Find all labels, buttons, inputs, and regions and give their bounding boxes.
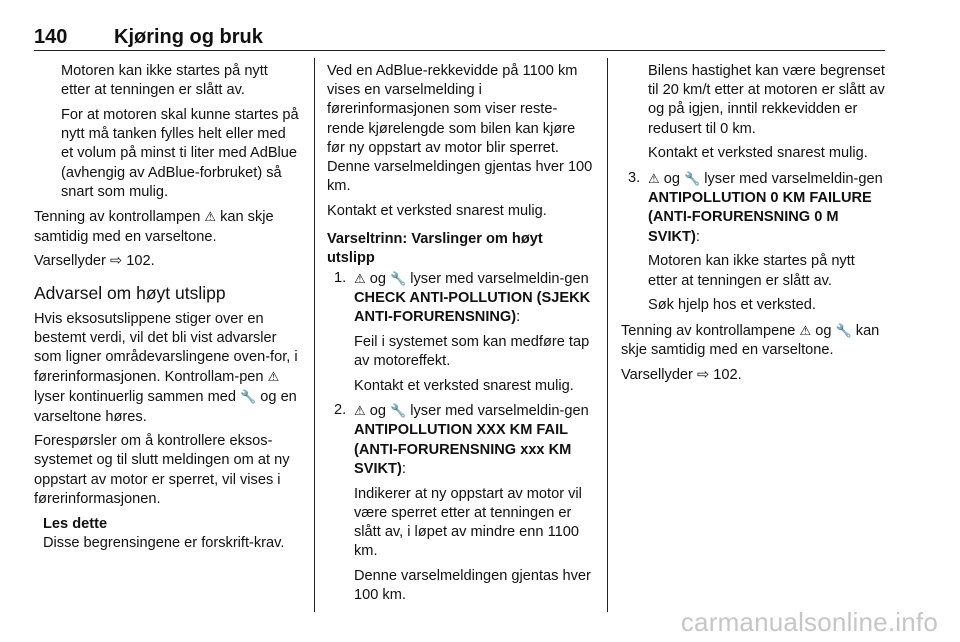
engine-warning-icon: ⚠ [267, 369, 280, 385]
cross-reference[interactable]: Varsellyder ⇨ 102. [621, 366, 742, 383]
column-1 [34, 62, 300, 553]
list-item: 3. ⚠ og 🔧 lyser med varselmeldin-gen ANTIPOLLUTION 0 KM FAILURE (ANTI-FORURENSNING 0 M SVIKT): Motoren kan ikke startes på nytt etter at tenningen er slått av. Søk hjelp hos et verksted. [621, 169, 885, 315]
wrench-icon: 🔧 [390, 270, 407, 286]
paragraph: Motoren kan ikke startes på nytt etter at tenningen er slått av. [648, 253, 855, 289]
paragraph: Kontakt et verksted snarest mulig. [327, 202, 547, 219]
wrench-icon: 🔧 [390, 403, 407, 419]
engine-warning-icon: ⚠ [354, 403, 366, 419]
paragraph: For at motoren skal kunne startes på nytt må tanken fylles helt eller med et volum på minst ti liter med AdBlue (avhengig av AdBlue-forbruket) så snart som mulig. [61, 106, 299, 200]
paragraph: Kontakt et verksted snarest mulig. [354, 377, 574, 394]
cross-reference[interactable]: Varsellyder ⇨ 102. [34, 253, 155, 270]
column-2 [327, 62, 593, 611]
chapter-title: Kjøring og bruk [114, 26, 263, 48]
wrench-icon: 🔧 [240, 389, 257, 405]
note-text: Disse begrensingene er forskrift-krav. [43, 534, 285, 551]
paragraph: Ved en AdBlue-rekkevidde på 1100 km vises en varselmelding i førerinformasjonen som viser reste-rende kjørelengde som bilen kan kjøre før ny oppstart av motor blir sperret. Denne varselmeldingen gjentas hver 100 km. [327, 63, 593, 195]
paragraph: Bilens hastighet kan være begrenset til 20 km/t etter at motoren er slått av og på igjen, inntil rekkevidden er redusert til 0 km. [648, 63, 885, 137]
section-heading: Advarsel om høyt utslipp [34, 282, 226, 303]
list-item: 1. ⚠ og 🔧 lyser med varselmeldin-gen CHECK ANTI-POLLUTION (SJEKK ANTI-FORURENSNING): Feil i systemet som kan medføre tap av motoreffekt. Kontakt et verksted snarest mulig. [327, 269, 593, 396]
arrow-right-icon: ⇨ [696, 366, 710, 383]
page-number: 140 [34, 26, 68, 48]
column-divider-1 [314, 58, 315, 612]
header-rule [34, 50, 885, 51]
engine-warning-icon: ⚠ [354, 270, 366, 286]
paragraph: Denne varselmeldingen gjentas hver 100 km. [354, 567, 591, 604]
engine-warning-icon: ⚠ [204, 209, 217, 225]
message-text: ANTIPOLLUTION XXX KM FAIL (ANTI-FORURENSNING xxx KM SVIKT) [354, 422, 572, 477]
paragraph: Kontakt et verksted snarest mulig. [648, 145, 868, 162]
paragraph: Søk hjelp hos et verksted. [648, 297, 816, 314]
list-number: 1. [334, 269, 347, 286]
wrench-icon: 🔧 [835, 322, 852, 338]
message-text: ANTIPOLLUTION 0 KM FAILURE (ANTI-FORURENSNING 0 M SVIKT) [648, 190, 872, 245]
engine-warning-icon: ⚠ [799, 322, 812, 338]
paragraph: Motoren kan ikke startes på nytt etter at tenningen er slått av. [61, 63, 268, 99]
column-3 [621, 62, 885, 391]
list-number: 3. [628, 170, 641, 187]
paragraph: Forespørsler om å kontrollere eksos-systemet og til slutt meldingen om at ny oppstart av motor er sperret, vil vises i førerinformasjonen. [34, 433, 290, 507]
list-number: 2. [334, 402, 347, 419]
paragraph: Feil i systemet som kan medføre tap av motoreffekt. [354, 333, 590, 369]
engine-warning-icon: ⚠ [648, 171, 660, 187]
list-item: 2. ⚠ og 🔧 lyser med varselmeldin-gen ANTIPOLLUTION XXX KM FAIL (ANTI-FORURENSNING xxx KM SVIKT): Indikerer at ny oppstart av motor vil være sperret etter at tenningen er slått av, i løpet av mindre enn 1100 km. Denne varselmeldingen gjentas hver 100 km. [327, 401, 593, 605]
message-text: CHECK ANTI-POLLUTION (SJEKK ANTI-FORURENSNING) [354, 289, 591, 325]
page-header [34, 26, 884, 52]
paragraph: Indikerer at ny oppstart av motor vil være sperret etter at tenningen er slått av, i løpet av mindre enn 1100 km. [354, 485, 582, 560]
note-title: Les dette [43, 515, 108, 532]
arrow-right-icon: ⇨ [109, 253, 123, 270]
paragraph: Tenning av kontrollampen ⚠ kan skje samtidig med en varseltone. [34, 209, 274, 245]
subheading: Varseltrinn: Varslinger om høyt utslipp [327, 231, 543, 267]
column-divider-2 [607, 58, 608, 612]
note-box [34, 515, 300, 553]
paragraph: Hvis eksosutslippene stiger over en bestemt verdi, vil det bli vist advarsler som ligner områdevarslingene oven-for, i førerinformasjonen. Kontrollam-pen ⚠ lyser kontinuerlig sammen med 🔧 og en varseltone høres. [34, 310, 298, 425]
watermark-text: carmanualsonline.info [680, 607, 938, 637]
paragraph: Tenning av kontrollampene ⚠ og 🔧 kan skje samtidig med en varseltone. [621, 322, 880, 359]
wrench-icon: 🔧 [684, 171, 701, 187]
